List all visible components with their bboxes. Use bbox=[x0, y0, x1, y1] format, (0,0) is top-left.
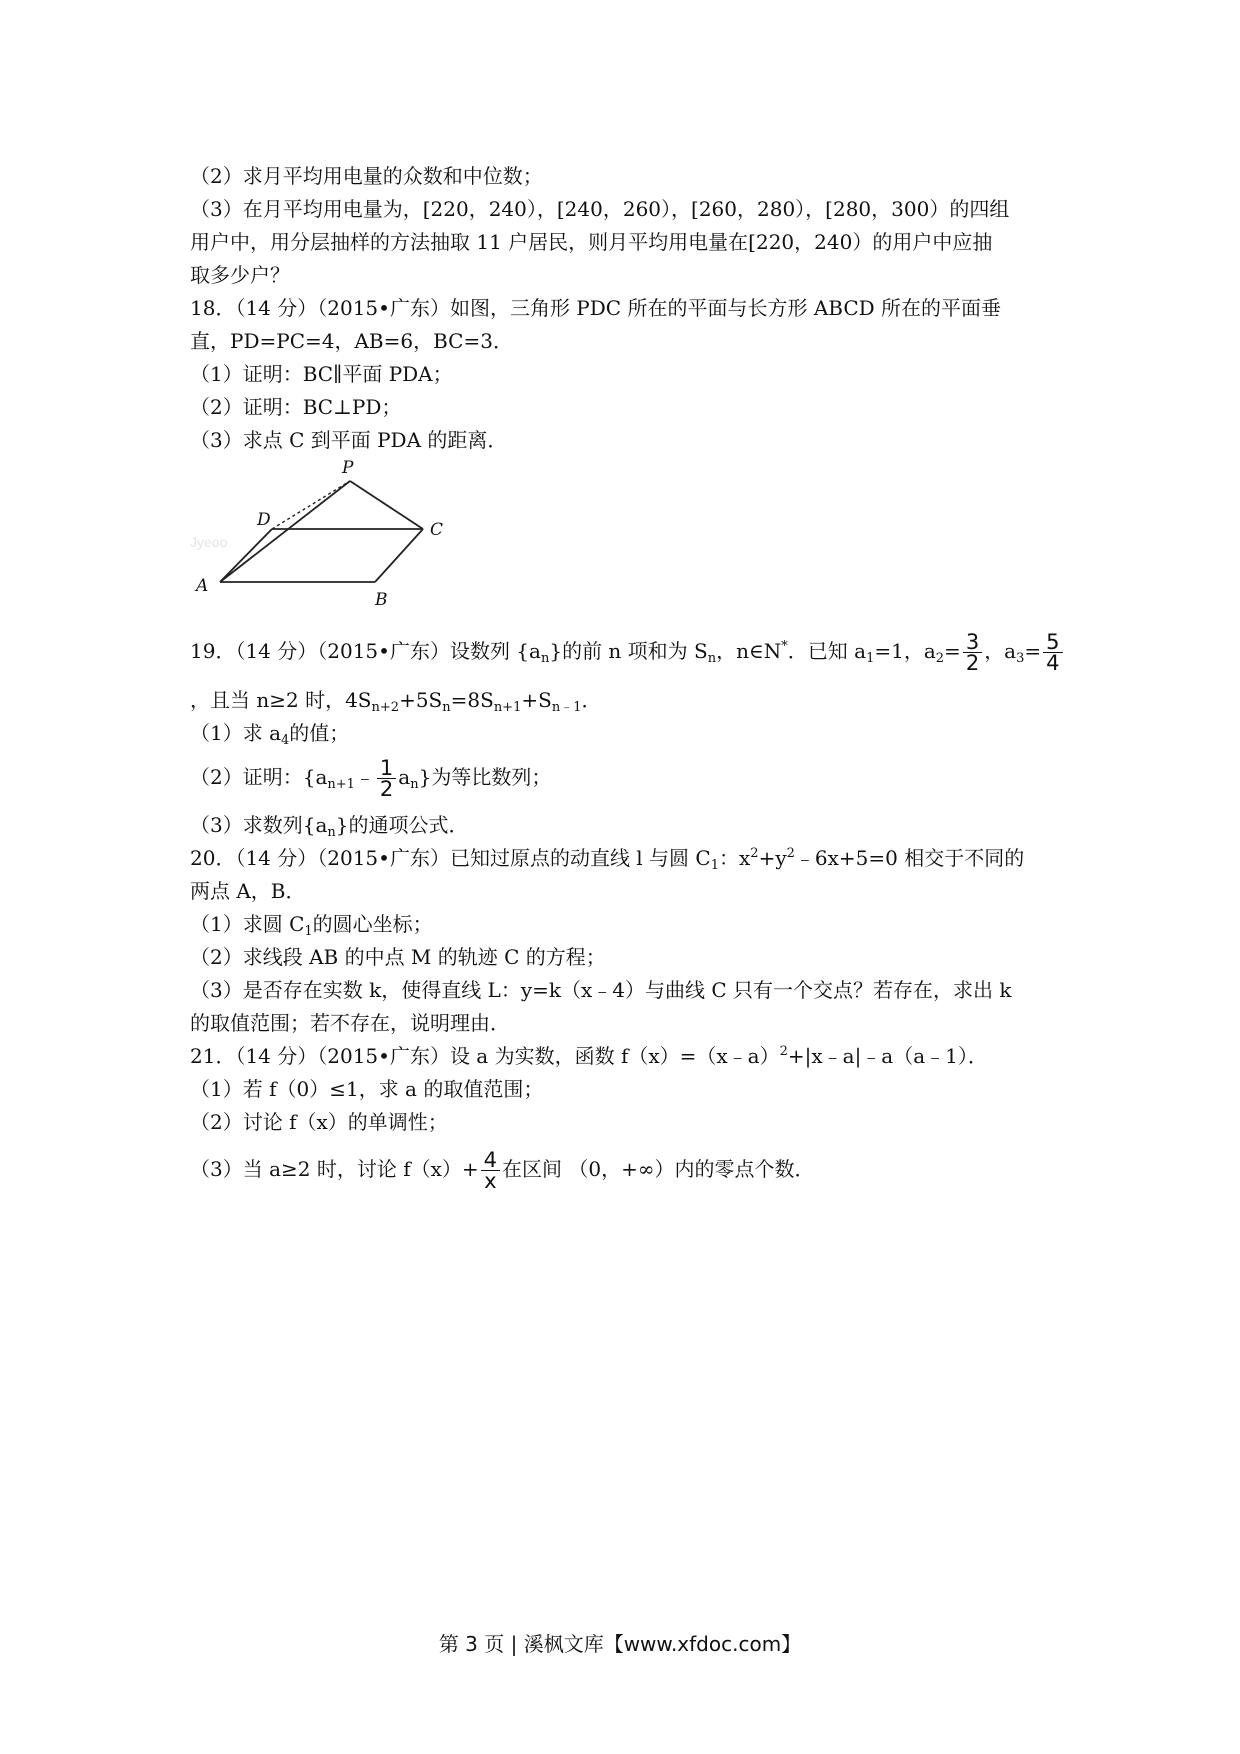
p21-q1: （1）若 f（0）≤1，求 a 的取值范围； bbox=[190, 1077, 544, 1101]
p19-line2: ，且当 n≥2 时，$4S_{n+2}+5S_n=8S_{n+1}+S_{n﹣1}$． bbox=[190, 688, 602, 715]
fraction-a3: $\frac{5}{4}$ bbox=[1043, 632, 1062, 673]
page-footer: 第 3 页 | 溪枫文库【www.xfdoc.com】 bbox=[438, 1632, 802, 1656]
p20-line2: 两点 A，B． bbox=[190, 879, 306, 903]
p17-q2: （2）求月平均用电量的众数和中位数； bbox=[190, 164, 543, 188]
figure-watermark: Jyeoo bbox=[190, 534, 228, 550]
label-a: A bbox=[196, 576, 209, 596]
p19-q3: （3）求数列$\{a_n\}$的通项公式． bbox=[190, 813, 469, 840]
edge-pc bbox=[350, 481, 423, 529]
p18-line1: 18．（14 分）（2015•广东）如图，三角形 PDC 所在的平面与长方形 ABCD 所在的平面垂 bbox=[190, 296, 1002, 320]
p19-line1: 19．（14 分）（2015•广东）设数列 $\{a_n\}$的前 n 项和为 $S_n$，n∈N*．已知 $a_1=1$，$a_2=$ $\frac{3}{2}$ ，$a_3=$ $\frac{5}{4}$ bbox=[190, 632, 1065, 673]
p19-q1: （1）求 $a_4$的值； bbox=[190, 721, 350, 748]
p20-q3-line2: 的取值范围；若不存在，说明理由． bbox=[190, 1011, 510, 1035]
label-d: D bbox=[257, 510, 271, 530]
fraction-a2: $\frac{3}{2}$ bbox=[963, 632, 982, 673]
edge-pd bbox=[272, 481, 350, 529]
label-b: B bbox=[375, 590, 388, 610]
p20-line1: 20．（14 分）（2015•广东）已知过原点的动直线 l 与圆 $C_1$：$x^2+y^2﹣6x+5=0$ 相交于不同的 bbox=[190, 846, 1025, 873]
p21-q3: （3）当 a≥2 时，讨论 f（x）+ $\frac{4}{x}$ 在区间 （0，+∞）内的零点个数． bbox=[190, 1148, 815, 1193]
p20-q1: （1）求圆 $C_1$的圆心坐标； bbox=[190, 912, 433, 939]
p18-line2: 直，PD=PC=4，AB=6，BC=3． bbox=[190, 329, 513, 353]
p21-q2: （2）讨论 f（x）的单调性； bbox=[190, 1110, 448, 1134]
edge-ad bbox=[220, 529, 272, 582]
p20-q2: （2）求线段 AB 的中点 M 的轨迹 C 的方程； bbox=[190, 945, 606, 969]
label-p: P bbox=[342, 458, 354, 478]
p17-q3-line2: 用户中，用分层抽样的方法抽取 11 户居民，则月平均用电量在[220，240）的用户中应抽 bbox=[190, 230, 993, 254]
fraction-4-over-x: $\frac{4}{x}$ bbox=[481, 1150, 500, 1191]
p20-q3-line1: （3）是否存在实数 k，使得直线 L：y=k（x﹣4）与曲线 C 只有一个交点？若存在，求出 k bbox=[190, 978, 1012, 1002]
edge-bc bbox=[375, 529, 423, 582]
edge-pa bbox=[220, 481, 350, 582]
p18-q2: （2）证明：BC⊥PD； bbox=[190, 395, 402, 419]
p17-q3-line1: （3）在月平均用电量为，[220，240），[240，260），[260，280），[280，300）的四组 bbox=[190, 197, 1010, 221]
p18-q3: （3）求点 C 到平面 PDA 的距离． bbox=[190, 428, 508, 452]
fraction-half: $\frac{1}{2}$ bbox=[377, 758, 396, 799]
p19-q2: （2）证明：{$a_{n+1}﹣$ $\frac{1}{2}$ $a_n$}为等比数列； bbox=[190, 756, 552, 801]
label-c: C bbox=[430, 520, 444, 540]
p21-line1: 21．（14 分）（2015•广东）设 a 为实数，函数 f（x）=（x﹣a）$^2$+|x﹣a|﹣a（a﹣1）． bbox=[190, 1044, 988, 1068]
figure-lines bbox=[220, 481, 423, 582]
p17-q3-line3: 取多少户？ bbox=[190, 263, 290, 287]
geometry-figure bbox=[190, 455, 460, 615]
p18-q1: （1）证明：BC∥平面 PDA； bbox=[190, 362, 453, 386]
